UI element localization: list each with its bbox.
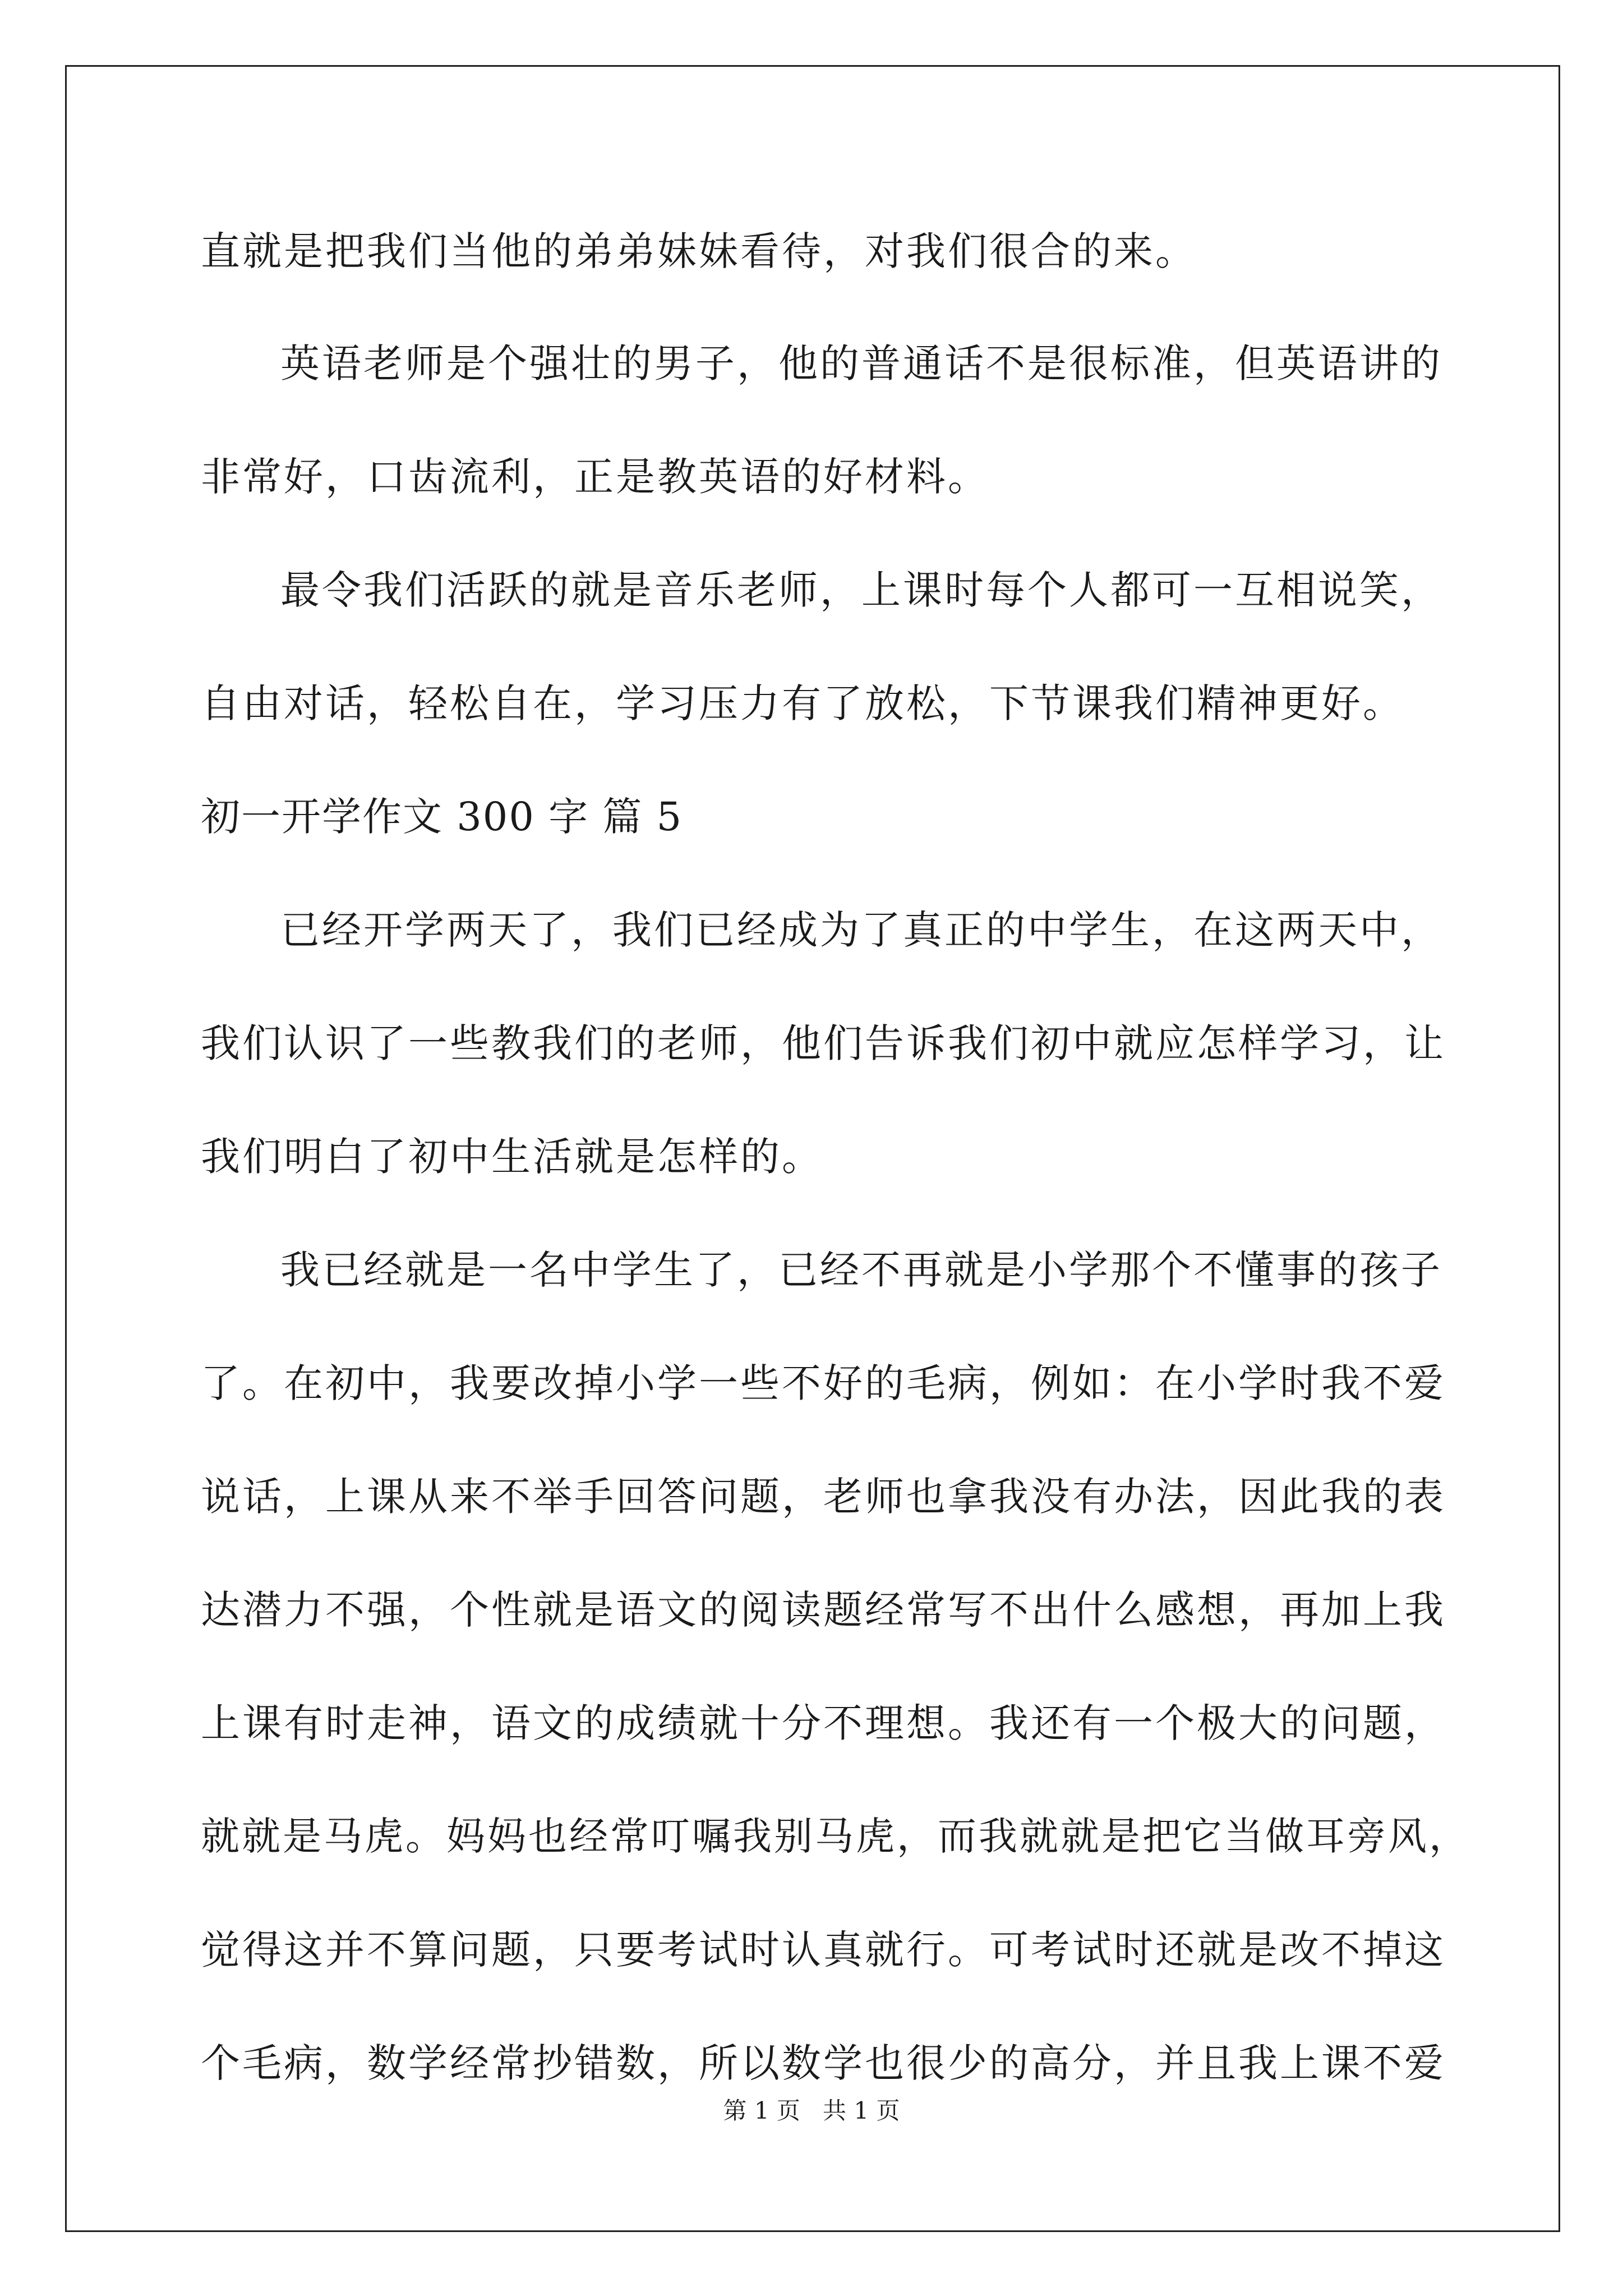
text-line: 个毛病，数学经常抄错数，所以数学也很少的高分，并且我上课不爱 (201, 2040, 1446, 2086)
text-line: 上课有时走神，语文的成绩就十分不理想。我还有一个极大的问题， (201, 1700, 1446, 1746)
text-line: 了。在初中，我要改掉小学一些不好的毛病，例如：在小学时我不爱 (201, 1360, 1446, 1406)
text-line: 我们认识了一些教我们的老师，他们告诉我们初中就应怎样学习，让 (201, 1020, 1446, 1066)
text-line: 我们明白了初中生活就是怎样的。 (201, 1134, 823, 1180)
text-line: 达潜力不强，个性就是语文的阅读题经常写不出什么感想，再加上我 (201, 1587, 1446, 1633)
text-line: 英语老师是个强壮的男子，他的普通话不是很标准，但英语讲的 (280, 341, 1442, 386)
page-footer: 第 1 页 共 1 页 (723, 2097, 900, 2124)
text-line: 觉得这并不算问题，只要考试时认真就行。可考试时还就是改不掉这 (201, 1927, 1446, 1973)
text-line: 已经开学两天了，我们已经成为了真正的中学生，在这两天中， (280, 907, 1442, 953)
text-line: 最令我们活跃的就是音乐老师，上课时每个人都可一互相说笑， (280, 567, 1442, 613)
text-line: 直就是把我们当他的弟弟妹妹看待，对我们很合的来。 (201, 228, 1197, 274)
text-line: 自由对话，轻松自在，学习压力有了放松，下节课我们精神更好。 (201, 680, 1404, 726)
text-line: 就就是马虎。妈妈也经常叮嘱我别马虎，而我就就是把它当做耳旁风， (201, 1814, 1470, 1859)
text-line: 我已经就是一名中学生了，已经不再就是小学那个不懂事的孩子 (280, 1247, 1442, 1293)
text-line: 非常好，口齿流利，正是教英语的好材料。 (201, 454, 989, 500)
section-heading: 初一开学作文 300 字 篇 5 (201, 794, 683, 840)
text-line: 说话，上课从来不举手回答问题，老师也拿我没有办法，因此我的表 (201, 1474, 1446, 1520)
